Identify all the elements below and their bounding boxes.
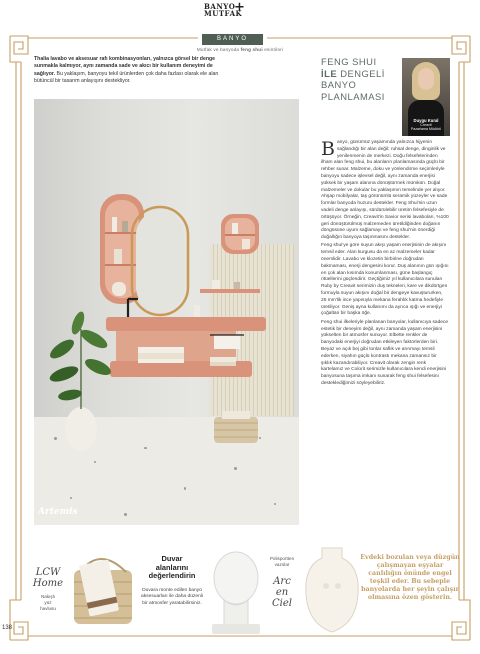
title-line-2-rest: DENGELİ <box>337 67 385 79</box>
brand2-note-1: Polisportten <box>269 556 295 561</box>
towel-basket-image <box>66 548 142 628</box>
article-title <box>321 56 401 102</box>
brand2-note-2: vazolar <box>274 561 290 567</box>
logo-plus: + <box>234 0 246 15</box>
logo-line-1: BANYO <box>204 2 236 11</box>
bathroom-photo <box>34 99 299 525</box>
head-bust-image <box>204 548 268 638</box>
brand1-line-1: LCW <box>35 567 61 578</box>
brand2-line-3: Ciel <box>272 598 292 609</box>
page-number: 138 <box>2 625 13 631</box>
logo-line-2: MUTFAK <box>204 9 243 18</box>
heading-line-3: değerlendirin <box>148 571 196 581</box>
subtitle-pre: Mutfak ve banyoda <box>196 47 241 52</box>
author-company: Creavit <box>420 123 432 127</box>
heading-line-1: Duvar <box>161 554 183 563</box>
photo-brand-label: Artemis <box>38 507 78 517</box>
brand1-line-2: Home <box>32 578 64 589</box>
product-heading <box>142 555 202 581</box>
title-line-2 <box>321 68 401 80</box>
brand1-product-note <box>30 594 66 611</box>
portrait-face <box>418 68 434 90</box>
brand1-note-1: Nakışlı <box>40 594 56 599</box>
brand2-line-1: Arc <box>273 576 291 587</box>
author-name: Duygu Kural <box>413 118 439 123</box>
brand-lcw-home <box>30 567 66 589</box>
photo-caption <box>34 56 230 85</box>
caption-normal: Bu yaklaşım, banyoyu tekil ürünlerden çok daha fazlası olarak ele alan bütüncül bir tasarım anlayışını destekliyor. <box>34 70 219 84</box>
heading-line-2: alanlarını <box>155 562 189 572</box>
bathroom-illustration <box>34 99 299 525</box>
paragraph-1-text: anyo, günümüz yaşamında yalnızca hijyenin sağlandığı bir alan değil; ruhsal denge, dinginlik ve yenilenmenin de merkezi. Doğu felsefelerinden ilham alan feng shui, bu alanların planlamasında güçlü bir rehber sunar. Malzeme, doku ve yönlendirme seçimleriyle banyoyu sadece işlevsel değil, aynı zamanda enerjisi yüksek bir yaşam alanına dönüştürmek mümkün. Doğal malzemeler ve dokular bu yaklaşımın temelinde yer alıyor. Ahşap mobilyalar, taş görünümlü seramik yüzeyler ve sade formlar banyoda huzuru destekler. Feng Shui'nin uzun vadeli denge anlayışı, sürdürülebilir üretim felsefesiyle de örtüşüyor. Örneğin, Creavit'in Savior serisi lavaboları, %100 geri dönüştürülmüş malzemeden üretildiğinden doğanın döngüsüne uyum sağlamayı ve feng shui'nin önerdiği doğallığın banyoya taşınmasını destekler. <box>321 140 449 241</box>
subtitle-post: esintiləri <box>262 47 284 52</box>
brand1-note-2: yüz <box>44 599 52 605</box>
pull-quote: Evdeki bozulan veya düzgün çalışmayan eşyalar canlılığın önünde engel teşkil eder. Bu sebeple banyolarda her şeyin çalışır olmasına özen gösterin. <box>360 554 460 601</box>
title-line-4: PLANLAMASI <box>321 90 385 102</box>
title-line-1: FENG SHUI <box>321 56 377 67</box>
author-role <box>402 123 450 132</box>
section-label: BANYO <box>202 34 263 45</box>
brand2-product-note <box>262 556 302 568</box>
body-vase-image <box>300 544 364 636</box>
article-body <box>321 140 449 389</box>
caption-bold: Thalia lavabo ve aksesuar rafı kombinasyonları, yalnızca görsel bir denge sunmakla kalmıyor, aynı zamanda sade ve akıcı bir kullanım deneyimi de sağlıyor. <box>34 56 216 77</box>
article-paragraph-1 <box>321 140 449 242</box>
subtitle-bold: feng shui <box>240 47 263 52</box>
article-paragraph-3: Feng shui ilkeleriyle planlanan banyolar, kullanıcıya sadece estetik bir deneyim değil, aynı zamanda yaşam enerjisini yükselten bir atmosfer sunuyor. Elbette renkler de banyodaki enerjiyi doğrudan etkileyen faktörlerden biri. Beyaz ve açık bej gibi tonlar saflık ve arınmayı temsil ederken, siyahın güçlü kontrastı mekana zamansız bir şıklık kazandırabiliyor. Creavit olarak zengin renk kartelamız ve Colorit serimizle kullanıcılara kendi enerjisini banyosuna taşıma imkanı sunarak feng shui felsefesini desteklediğimizi söyleyebiliriz. <box>321 319 449 386</box>
brand2-line-2: en <box>275 587 289 598</box>
title-line-3: BANYO <box>321 79 357 90</box>
title-bold-word: İLE <box>321 67 338 79</box>
article-paragraph-2: Feng shui'ye göre suyun akışı yaşam enerjisinin de akışını temsil eder. Alan kurgusu da en az malzemeler kadar önemlidir. Lavabo ve klozetin birbirine doğrudan bakmaması, enerji dengesini korur. Duş alanının gün ışığını en çok alan kısımda konumlanması, güne başlangıç ritüellerini güçlendirir. Geçtiğimiz yıl kullanıcılara sunulan Ruby by Creavit serimizin duş tekneleri, kare ve dikdörtgen formuyla suyun akışını doğal bir dengeye kavuştururken, 25 mm'lik ince yapısıyla mekana ferahlık katma hedefiyle üretiliyor. Geniş aynа kullanımı da ayrıca ışığı ve enerjiyi çoğaltan bir başka öğe. <box>321 243 449 317</box>
author-portrait <box>402 58 450 136</box>
product-description: Duvara monte edilen banyo aksesuarları ile daha düzenli bir atmosfer yaratabilirsiniz. <box>141 588 203 606</box>
author-title: Pazarlama Müdürü <box>410 127 442 132</box>
drop-cap: B <box>321 138 335 160</box>
brand-arc-en-ciel <box>260 576 304 609</box>
brand1-note-3: havlusu <box>40 605 56 611</box>
